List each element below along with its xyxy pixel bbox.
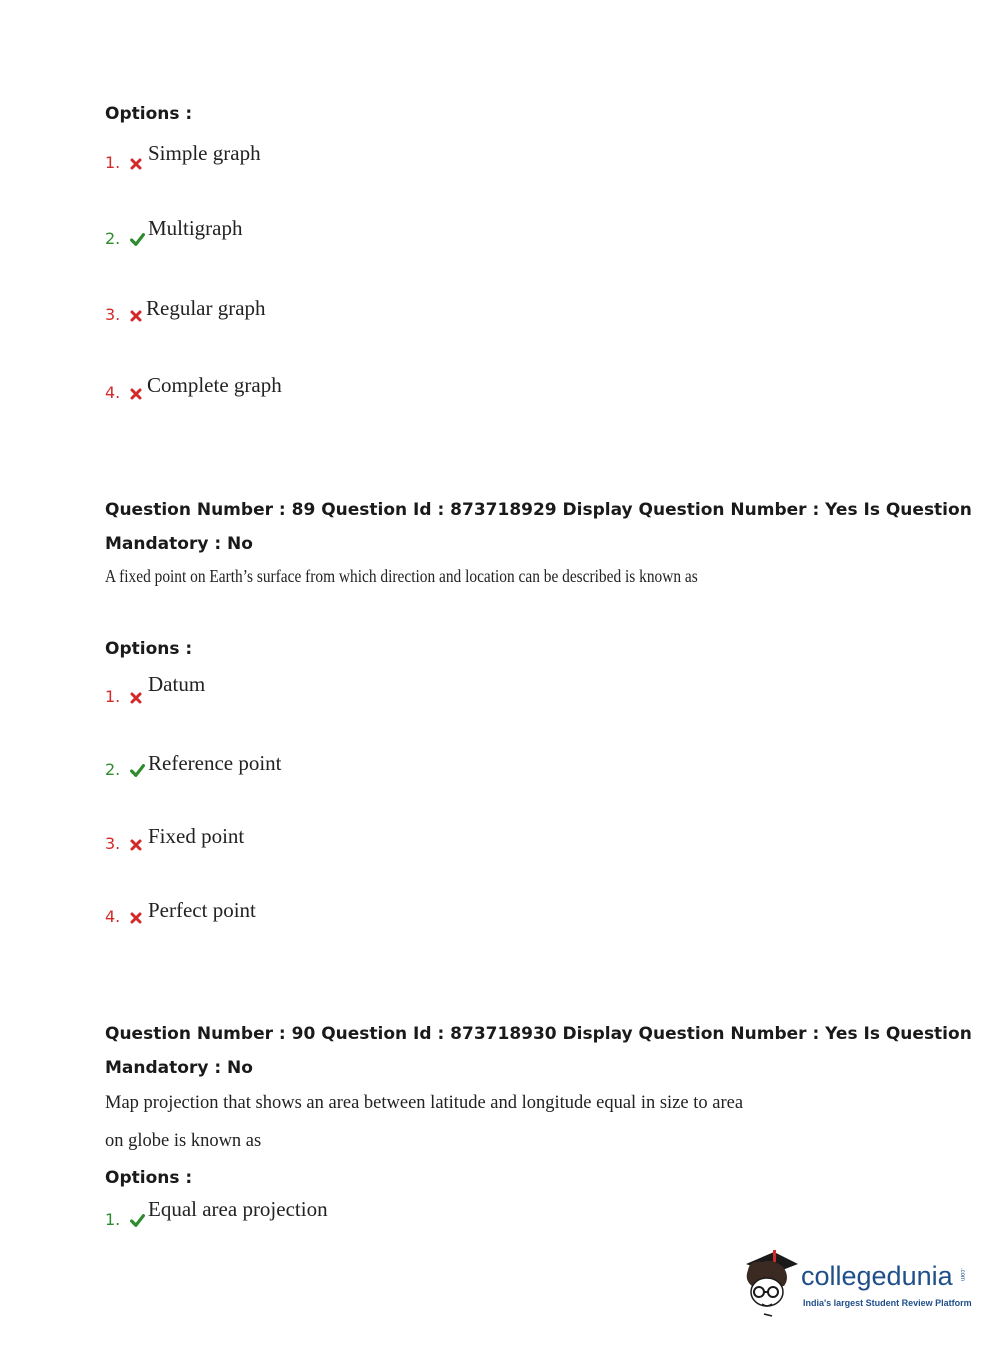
cross-icon — [129, 309, 143, 323]
check-icon — [129, 1213, 146, 1228]
option-number: 3. — [105, 834, 121, 853]
option-row — [105, 383, 143, 402]
collegedunia-watermark — [740, 1248, 970, 1320]
cross-icon — [129, 838, 143, 852]
option-number: 4. — [105, 907, 121, 926]
options-label: Options : — [105, 104, 193, 124]
question-header: Question Number : 90 Question Id : 873718930 Display Question Number : Yes Is Question — [105, 1024, 972, 1044]
brand-tagline: India's largest Student Review Platform — [803, 1298, 972, 1308]
options-label: Options : — [105, 1168, 193, 1188]
question-text-continued: on globe is known as — [105, 1131, 262, 1151]
option-row — [105, 305, 143, 324]
option-text: Perfect point — [148, 898, 256, 922]
check-icon — [129, 232, 146, 247]
option-number: 1. — [105, 687, 121, 706]
option-row — [105, 760, 146, 779]
option-row — [105, 1210, 146, 1229]
cross-icon — [129, 691, 143, 705]
option-row — [105, 153, 143, 172]
check-icon — [129, 763, 146, 778]
option-number: 1. — [105, 153, 121, 172]
brand-name: collegedunia — [801, 1261, 953, 1291]
option-text: Reference point — [148, 751, 282, 775]
option-text: Multigraph — [148, 216, 243, 240]
brand-domain: .com — [959, 1268, 965, 1282]
question-mandatory: Mandatory : No — [105, 534, 253, 554]
option-text: Complete graph — [147, 373, 282, 397]
option-row — [105, 907, 143, 926]
option-number: 1. — [105, 1210, 121, 1229]
option-row — [105, 229, 146, 248]
option-text: Datum — [148, 672, 206, 696]
question-mandatory: Mandatory : No — [105, 1058, 253, 1078]
option-number: 3. — [105, 305, 121, 324]
question-text: Map projection that shows an area between latitude and longitude equal in size to area — [105, 1093, 744, 1113]
cross-icon — [129, 911, 143, 925]
option-row — [105, 687, 143, 706]
options-label: Options : — [105, 639, 193, 659]
question-text: A fixed point on Earth’s surface from which direction and location can be described is known as — [105, 566, 698, 586]
question-header: Question Number : 89 Question Id : 873718929 Display Question Number : Yes Is Question — [105, 500, 972, 520]
option-number: 2. — [105, 760, 121, 779]
option-text: Fixed point — [148, 824, 245, 848]
cross-icon — [129, 387, 143, 401]
option-number: 4. — [105, 383, 121, 402]
option-text: Equal area projection — [148, 1197, 328, 1221]
option-text: Regular graph — [146, 296, 266, 320]
option-number: 2. — [105, 229, 121, 248]
mascot-icon — [740, 1248, 800, 1318]
option-row — [105, 834, 143, 853]
option-text: Simple graph — [148, 141, 261, 165]
cross-icon — [129, 157, 143, 171]
